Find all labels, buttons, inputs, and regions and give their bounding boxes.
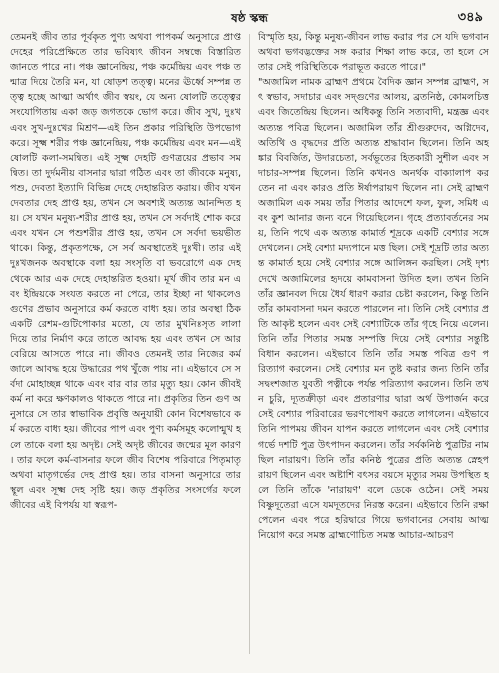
chapter-title: ষষ্ঠ স্কন্ধ — [231, 11, 268, 25]
left-column-text: তেমনই জীব তার পূর্বকৃত পুণ্য অথবা পাপকর্ম অনুসারে প্রাপ্ত দেহের পরিপ্রেক্ষিতে তার ভবিষ্যৎ জীবন সম্বন্ধে বিস্তারিত জানতে পারে না। পঞ্চ জ্ঞানেন্দ্রিয়, পঞ্চ কর্মেন্দ্রিয় এবং পঞ্চ তন্মাত্র দিয়ে তৈরি মন, যা ষোড়শ তত্ত্ব। মনের ঊর্ধ্বে সম্পন্ন তত্ত্ব হচ্ছে আত্মা অর্থাৎ জীব স্বয়ং, যে অন্য ষোলটি তত্ত্বের সংযোগিতায় একা জড় জগতকে ভোগ করে। জীব সুখ, দুঃখ এবং সুখ-দুঃখের মিশ্রণ—এই তিন প্রকার পরিস্থিতি উপভোগ করে। সূক্ষ্ম শরীর পঞ্চ জ্ঞানেন্দ্রিয়, পঞ্চ কর্মেন্দ্রিয় এবং মন—এই ষোলটি কলা-সমন্বিত। এই সূক্ষ্ম দেহটি গুণত্রয়ের প্রভাব সমন্বিত। তা দুর্দমনীয় বাসনার দ্বারা গঠিত এবং তা জীবকে মনুষ্য, পশু, দেবতা ইত্যাদি বিভিন্ন দেহে দেহান্তরিত করায়। জীব যখন দেবতার দেহ প্রাপ্ত হয়, তখন সে অবশ্যই অত্যন্ত আনন্দিত হয়। সে যখন মনুষ্য-শরীর প্রাপ্ত হয়, তখন সে সর্বদাই শোক করে এবং যখন সে পশুশরীর প্রাপ্ত হয়, তখন সে সর্বদা ভয়ভীত থাকে। কিন্তু, প্রকৃতপক্ষে, সে সর্ব অবস্থাতেই দুঃখী। তার এই দুঃখজনক অবস্থাকে বলা হয় সংসৃতি বা ভবরোগে এক দেহ থেকে আর এক দেহে দেহান্তরিত হওয়া। মূর্খ জীব তার মন এবং ইন্দ্রিয়কে সংযত করতে না পেরে, তার ইচ্ছা না থাকলেও গুণের প্রভাব অনুসারে কর্ম করতে বাধ্য হয়। তার অবস্থা ঠিক একটি রেশম-গুটিপোকার মতো, যে তার মুখনিঃসৃত লালা দিয়ে তার নির্মাণ করে তাতে আবদ্ধ হয় এবং তখন সে আর বেরিয়ে আসতে পারে না। জীবও তেমনই তার নিজের কর্মজালে আবদ্ধ হয়ে উদ্ধারের পথ খুঁজে পায় না। এইভাবে সে সর্বদা মোহাচ্ছন্ন থাকে এবং বার বার তার মৃত্যু হয়। কোন জীবই কর্ম না করে ক্ষণকালও থাকতে পারে না। প্রকৃতির তিন গুণ অনুসারে সে তার স্বাভাবিক প্রবৃত্তি অনুযায়ী কোন বিশেষভাবে কর্ম করতে বাধ্য হয়। জীবের পাপ এবং পুণ্য কর্মসমূহ কলোন্মুখ হলে তাকে বলা হয় অদৃষ্ট। সেই অদৃষ্ট জীবের জন্মের মূল কারণ। তার ফলে কর্ম-বাসনার ফলে জীব বিশেষ পরিবারে পিতৃমাতৃ অথবা মাতৃগর্ভের দেহ প্রাপ্ত হয়। তার বাসনা অনুসারে তার স্থূল এবং সূক্ষ্ম দেহ সৃষ্টি হয়। জড় প্রকৃতির সংসর্গের ফলে জীবের এই বিপর্যয় যা স্বরূপ- — [10, 32, 241, 511]
page-header — [14, 8, 485, 30]
column-divider — [249, 34, 250, 654]
right-column-text: বিস্মৃতি হয়, কিন্তু মনুষ্য-জীবন লাভ করার পর সে যদি ভগবান অথবা ভগবদ্ভক্তের সঙ্গ করার শিক্ষা লাভ করে, তা হলে সে তার সেই পরিস্থিতিকে পরাভূত করতে পারে।" "অজামিল নামক ব্রাহ্মণ প্রথমে বৈদিক জ্ঞান সম্পন্ন ব্রাহ্মণ, সৎ স্বভাব, সদাচার এবং সদ্গুণের আলয়, ব্রতনিষ্ঠ, কোমলচিত্ত এবং জিতেন্দ্রিয় ছিলেন। অধিকন্তু তিনি সত্যবাদী, মন্ত্রজ্ঞ এবং অত্যন্ত পবিত্র ছিলেন। অজামিল তাঁর শ্রীগুরুদেব, অগ্নিদেব, অতিথি ও বৃদ্ধদের প্রতি অত্যন্ত শ্রদ্ধাবান ছিলেন। তিনি অহঙ্কার বিবর্জিত, উদারচেতা, সর্বভূতের হিতকারী সুশীল এবং সদাচার-সম্পন্ন ছিলেন। তিনি কখনও অনর্থক বাক্যালাপ করতেন না এবং কারও প্রতি ঈর্ষাপরায়ণ ছিলেন না। সেই ব্রাহ্মণ অজামিল এক সময় তাঁর পিতার আদেশে ফল, ফুল, সমিধ এবং কুশ আনার জন্য বনে গিয়েছিলেন। গৃহে প্রত্যাবর্তনের সময়, তিনি পথে এক অত্যন্ত কামার্ত শূদ্রকে একটি বেশ্যার সঙ্গে দেখলেন। সেই বেশ্যা মদ্যপানে মত্ত ছিল। সেই শূদ্রটি তার অত্যন্ত কামার্ত হয়ে সেই বেশ্যার সঙ্গে আলিঙ্গন করছিল। সেই দৃশ্য দেখে অজামিলের হৃদয়ে কামবাসনা উদিত হল। তখন তিনি তাঁর জ্ঞানবল দিয়ে ধৈর্য ধারণ করার চেষ্টা করলেন, কিন্তু তিনি তাঁর কামবাসনা দমন করতে পারলেন না। তিনি সেই বেশ্যার প্রতি আকৃষ্ট হলেন এবং সেই বেশ্যাটিকে তাঁর গৃহে নিয়ে এলেন। তিনি তাঁর পিতার সমস্ত সম্পত্তি দিয়ে সেই বেশ্যার সন্তুষ্টি বিধান করলেন। এইভাবে তিনি তাঁর সমস্ত পবিত্র গুণ পরিত্যাগ করলেন। সেই বেশ্যার মন তুষ্ট করার জন্য তিনি তাঁর সদ্বংশজাত যুবতী পত্নীকে পর্যন্ত পরিত্যাগ করলেন। তিনি তখন চুরি, দ্যূতক্রীড়া এবং প্রতারণার দ্বারা অর্থ উপার্জন করে সেই বেশ্যার পরিবারের ভরণপোষণ করতে লাগলেন। এইভাবে তিনি পাপময় জীবন যাপন করতে লাগলেন এবং সেই বেশ্যার গর্ভে দশটি পুত্র উৎপাদন করলেন। তাঁর সর্বকনিষ্ঠ পুত্রটির নাম ছিল নারায়ণ। তিনি তাঁর কনিষ্ঠ পুত্রের প্রতি অত্যন্ত স্নেহপরায়ণ ছিলেন এবং অষ্টাশি বৎসর বয়সে মৃত্যুর সময় উপস্থিত হলে তিনি তাঁকে 'নারায়ণ' বলে ডেকে ওঠেন। সেই সময় বিষ্ণুদূতেরা এসে যমদূতদের নিরস্ত করেন। এইভাবে তিনি রক্ষা পেলেন এবং পরে হরিদ্বারে গিয়ে ভগবানের সেবায় আত্মনিয়োগ করে সমস্ত ব্রাহ্মণোচিত সমস্ত আচার-আচরণ — [258, 32, 489, 542]
page-number: ৩৪৯ — [457, 10, 483, 25]
